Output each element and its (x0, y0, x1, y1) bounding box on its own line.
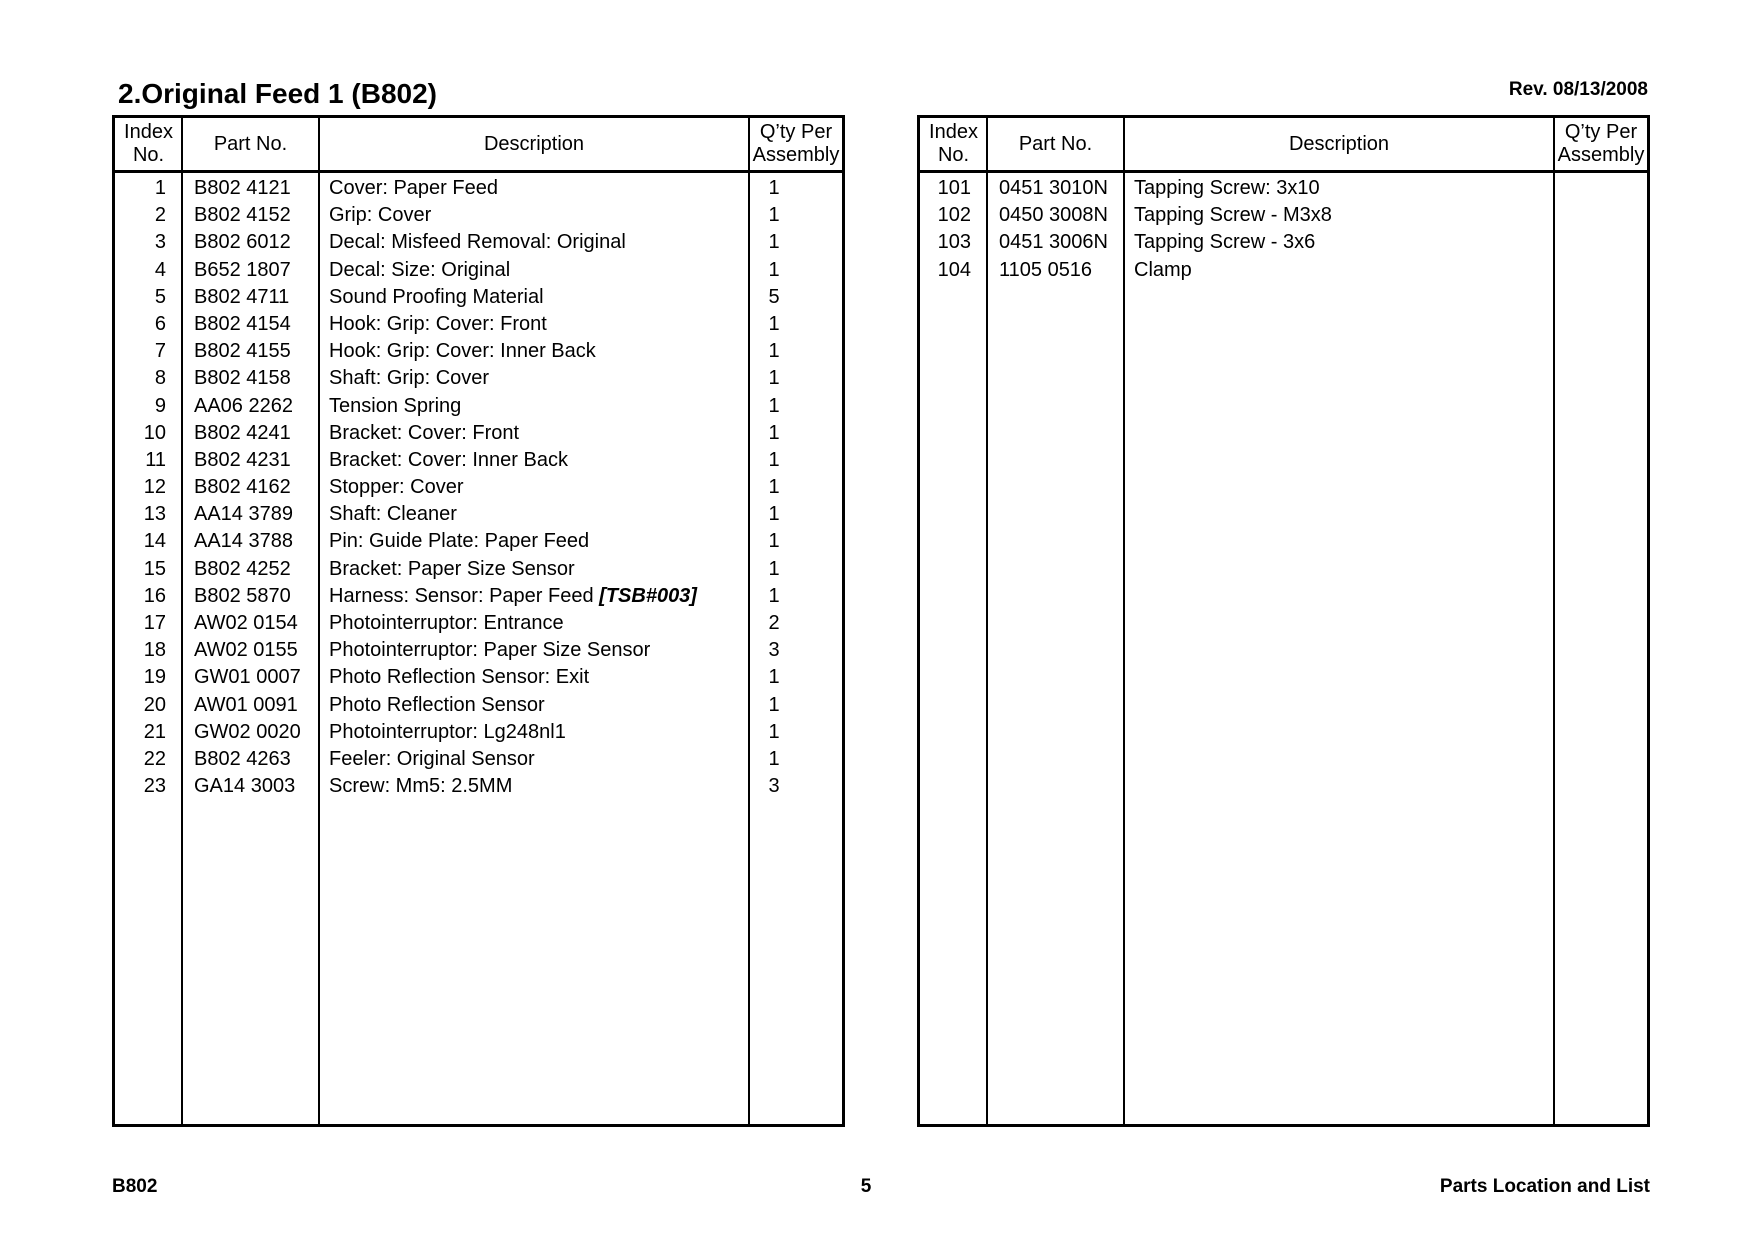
table-row (115, 311, 842, 338)
part-number-cell: AA14 3788 (194, 530, 293, 553)
index-cell: 21 (143, 720, 166, 743)
index-cell: 8 (154, 367, 166, 390)
description-cell (329, 420, 519, 447)
index-cell: 11 (145, 448, 166, 471)
part-number-cell: B802 4121 (194, 177, 291, 199)
table-row (115, 257, 842, 284)
quantity-cell: 3 (768, 639, 780, 662)
table-row (115, 773, 842, 800)
revision-date: Rev. 08/13/2008 (1508, 79, 1648, 100)
part-number-cell: B802 5870 (194, 584, 291, 607)
description-cell (329, 664, 589, 691)
part-number-cell: AA06 2262 (194, 394, 293, 417)
quantity-cell: 1 (768, 312, 780, 335)
table-row (115, 746, 842, 773)
part-number-cell: 0451 3010N (999, 177, 1108, 199)
description-text: Tapping Screw - 3x6 (1134, 231, 1316, 254)
quantity-cell: 1 (768, 503, 780, 526)
description-text: Photointerruptor: Paper Size Sensor (329, 639, 651, 662)
table-row (115, 556, 842, 583)
part-number-cell: B802 4154 (194, 312, 291, 335)
index-cell: 18 (143, 639, 166, 662)
table-row (115, 338, 842, 365)
quantity-cell: 1 (768, 367, 780, 390)
index-cell: 15 (143, 557, 166, 580)
quantity-cell: 1 (768, 258, 780, 281)
table-row (920, 257, 1647, 284)
description-text: Bracket: Cover: Inner Back (329, 448, 568, 471)
header-rule (115, 170, 842, 173)
description-cell (329, 746, 535, 773)
parts-table-right (917, 115, 1650, 1127)
description-cell (1134, 202, 1332, 229)
table-row (920, 229, 1647, 256)
table-row (115, 528, 842, 555)
part-number-cell: B802 4158 (194, 367, 291, 390)
description-cell (329, 719, 566, 746)
part-number-cell: AW01 0091 (194, 693, 298, 716)
index-cell: 4 (154, 258, 166, 281)
part-number-cell: B802 4231 (194, 448, 291, 471)
quantity-cell: 5 (768, 285, 780, 308)
table-row (115, 692, 842, 719)
description-text: Shaft: Grip: Cover (329, 367, 490, 390)
description-text: Feeler: Original Sensor (329, 747, 535, 770)
header-qty: Q’ty Per Assembly (752, 121, 840, 166)
index-cell: 20 (143, 693, 166, 716)
description-cell (329, 610, 564, 637)
description-text: Tapping Screw: 3x10 (1134, 177, 1320, 199)
description-text: Bracket: Cover: Front (329, 421, 520, 444)
quantity-cell: 1 (768, 177, 780, 199)
part-number-cell: B802 4241 (194, 421, 291, 444)
description-text: Shaft: Cleaner (329, 503, 457, 526)
description-cell (329, 257, 510, 284)
description-cell (1134, 257, 1192, 284)
table-row (115, 447, 842, 474)
table-row (115, 202, 842, 229)
description-cell (329, 692, 545, 719)
part-number-cell: B802 4162 (194, 476, 291, 499)
description-text: Grip: Cover (329, 204, 432, 227)
description-cell (329, 175, 498, 202)
quantity-cell: 1 (768, 584, 780, 607)
part-number-cell: AW02 0154 (194, 612, 298, 634)
index-cell: 12 (143, 476, 166, 499)
table-row (115, 175, 842, 202)
description-text: Decal: Misfeed Removal: Original (329, 231, 626, 254)
description-text: Hook: Grip: Cover: Inner Back (329, 340, 596, 363)
index-cell: 6 (154, 312, 166, 335)
description-cell (329, 556, 575, 583)
description-text: Screw: Mm5: 2.5MM (329, 775, 513, 798)
quantity-cell: 1 (768, 340, 780, 363)
index-cell: 102 (937, 204, 971, 227)
description-text: Cover: Paper Feed (329, 177, 498, 199)
index-cell: 101 (937, 177, 971, 199)
footer-page-number: 5 (860, 1176, 872, 1197)
part-number-cell: B802 4155 (194, 340, 291, 363)
description-cell (329, 474, 464, 501)
quantity-cell: 1 (768, 421, 780, 444)
header-rule (920, 170, 1647, 173)
description-cell (329, 229, 626, 256)
description-text: Sound Proofing Material (329, 285, 544, 308)
tsb-note: [TSB#003] (599, 584, 697, 607)
index-cell: 7 (154, 340, 166, 363)
index-cell: 9 (154, 394, 166, 417)
quantity-cell: 1 (768, 448, 780, 471)
part-number-cell: B802 4252 (194, 557, 291, 580)
description-cell (329, 311, 547, 338)
header-part-no: Part No. (1018, 132, 1093, 155)
index-cell: 5 (154, 285, 166, 308)
description-text: Hook: Grip: Cover: Front (329, 312, 547, 335)
quantity-cell: 1 (768, 666, 780, 689)
index-cell: 104 (937, 258, 971, 281)
description-text: Tapping Screw - M3x8 (1134, 204, 1332, 227)
quantity-cell: 1 (768, 557, 780, 580)
description-text: Decal: Size: Original (329, 258, 511, 281)
description-text: Pin: Guide Plate: Paper Feed (329, 530, 590, 553)
description-cell (329, 637, 650, 664)
table-row (115, 393, 842, 420)
parts-table-left (112, 115, 845, 1127)
description-cell (329, 447, 568, 474)
table-row (920, 175, 1647, 202)
quantity-cell: 1 (768, 231, 780, 254)
header-qty: Q’ty Per Assembly (1557, 121, 1645, 166)
table-row (115, 501, 842, 528)
header-part-no: Part No. (213, 132, 288, 155)
description-cell (329, 202, 431, 229)
table-row (115, 474, 842, 501)
index-cell: 3 (154, 231, 166, 254)
index-cell: 13 (143, 503, 166, 526)
header-index: Index No. (124, 121, 173, 166)
parts-rows-right (920, 175, 1647, 284)
part-number-cell: B802 4711 (194, 285, 290, 308)
part-number-cell: B802 4263 (194, 747, 291, 770)
index-cell: 1 (154, 177, 166, 199)
description-cell (329, 338, 596, 365)
description-text: Clamp (1134, 258, 1192, 281)
table-row (115, 664, 842, 691)
table-row (920, 202, 1647, 229)
part-number-cell: GW02 0020 (194, 720, 301, 743)
quantity-cell: 1 (768, 530, 780, 553)
index-cell: 14 (143, 530, 166, 553)
description-text: Photointerruptor: Entrance (329, 612, 564, 634)
table-row (115, 420, 842, 447)
description-text: Bracket: Paper Size Sensor (329, 557, 575, 580)
part-number-cell: 0450 3008N (999, 204, 1108, 227)
description-cell (329, 393, 461, 420)
part-number-cell: B802 6012 (194, 231, 291, 254)
part-number-cell: AW02 0155 (194, 639, 298, 662)
description-cell (329, 528, 589, 555)
quantity-cell: 1 (768, 720, 780, 743)
part-number-cell: B652 1807 (194, 258, 291, 281)
index-cell: 19 (143, 666, 166, 689)
part-number-cell: GA14 3003 (194, 775, 296, 798)
table-row (115, 365, 842, 392)
description-cell (1134, 229, 1315, 256)
description-cell (329, 284, 544, 311)
table-row (115, 610, 842, 637)
table-row (115, 719, 842, 746)
footer-model: B802 (112, 1176, 158, 1197)
quantity-cell: 3 (768, 775, 780, 798)
description-cell (1134, 175, 1320, 202)
description-text: Photo Reflection Sensor (329, 693, 545, 716)
part-number-cell: B802 4152 (194, 204, 291, 227)
description-cell (329, 501, 457, 528)
index-cell: 2 (154, 204, 166, 227)
page-title: 2.Original Feed 1 (B802) (118, 78, 437, 109)
index-cell: 23 (143, 775, 166, 798)
part-number-cell: GW01 0007 (194, 666, 301, 689)
index-cell: 16 (143, 584, 166, 607)
table-row (115, 229, 842, 256)
table-row (115, 637, 842, 664)
quantity-cell: 1 (768, 747, 780, 770)
description-text: Stopper: Cover (329, 476, 464, 499)
description-text: Harness: Sensor: Paper Feed (329, 584, 594, 607)
header-description: Description (483, 132, 585, 155)
header-index: Index No. (929, 121, 978, 166)
index-cell: 10 (143, 421, 166, 444)
quantity-cell: 2 (768, 612, 780, 634)
description-text: Photo Reflection Sensor: Exit (329, 666, 590, 689)
part-number-cell: 0451 3006N (999, 231, 1108, 254)
table-row (115, 583, 842, 610)
index-cell: 103 (937, 231, 971, 254)
description-text: Tension Spring (329, 394, 462, 417)
header-description: Description (1288, 132, 1390, 155)
quantity-cell: 1 (768, 204, 780, 227)
description-cell (329, 365, 489, 392)
footer-section: Parts Location and List (1439, 1176, 1650, 1197)
description-cell (329, 773, 512, 800)
part-number-cell: 1105 0516 (999, 258, 1093, 281)
table-row (115, 284, 842, 311)
index-cell: 22 (143, 747, 166, 770)
quantity-cell: 1 (768, 476, 780, 499)
quantity-cell: 1 (768, 693, 780, 716)
index-cell: 17 (143, 612, 166, 634)
parts-rows-left (115, 175, 842, 800)
description-text: Photointerruptor: Lg248nl1 (329, 720, 566, 743)
description-cell (329, 583, 697, 610)
part-number-cell: AA14 3789 (194, 503, 293, 526)
quantity-cell: 1 (768, 394, 780, 417)
